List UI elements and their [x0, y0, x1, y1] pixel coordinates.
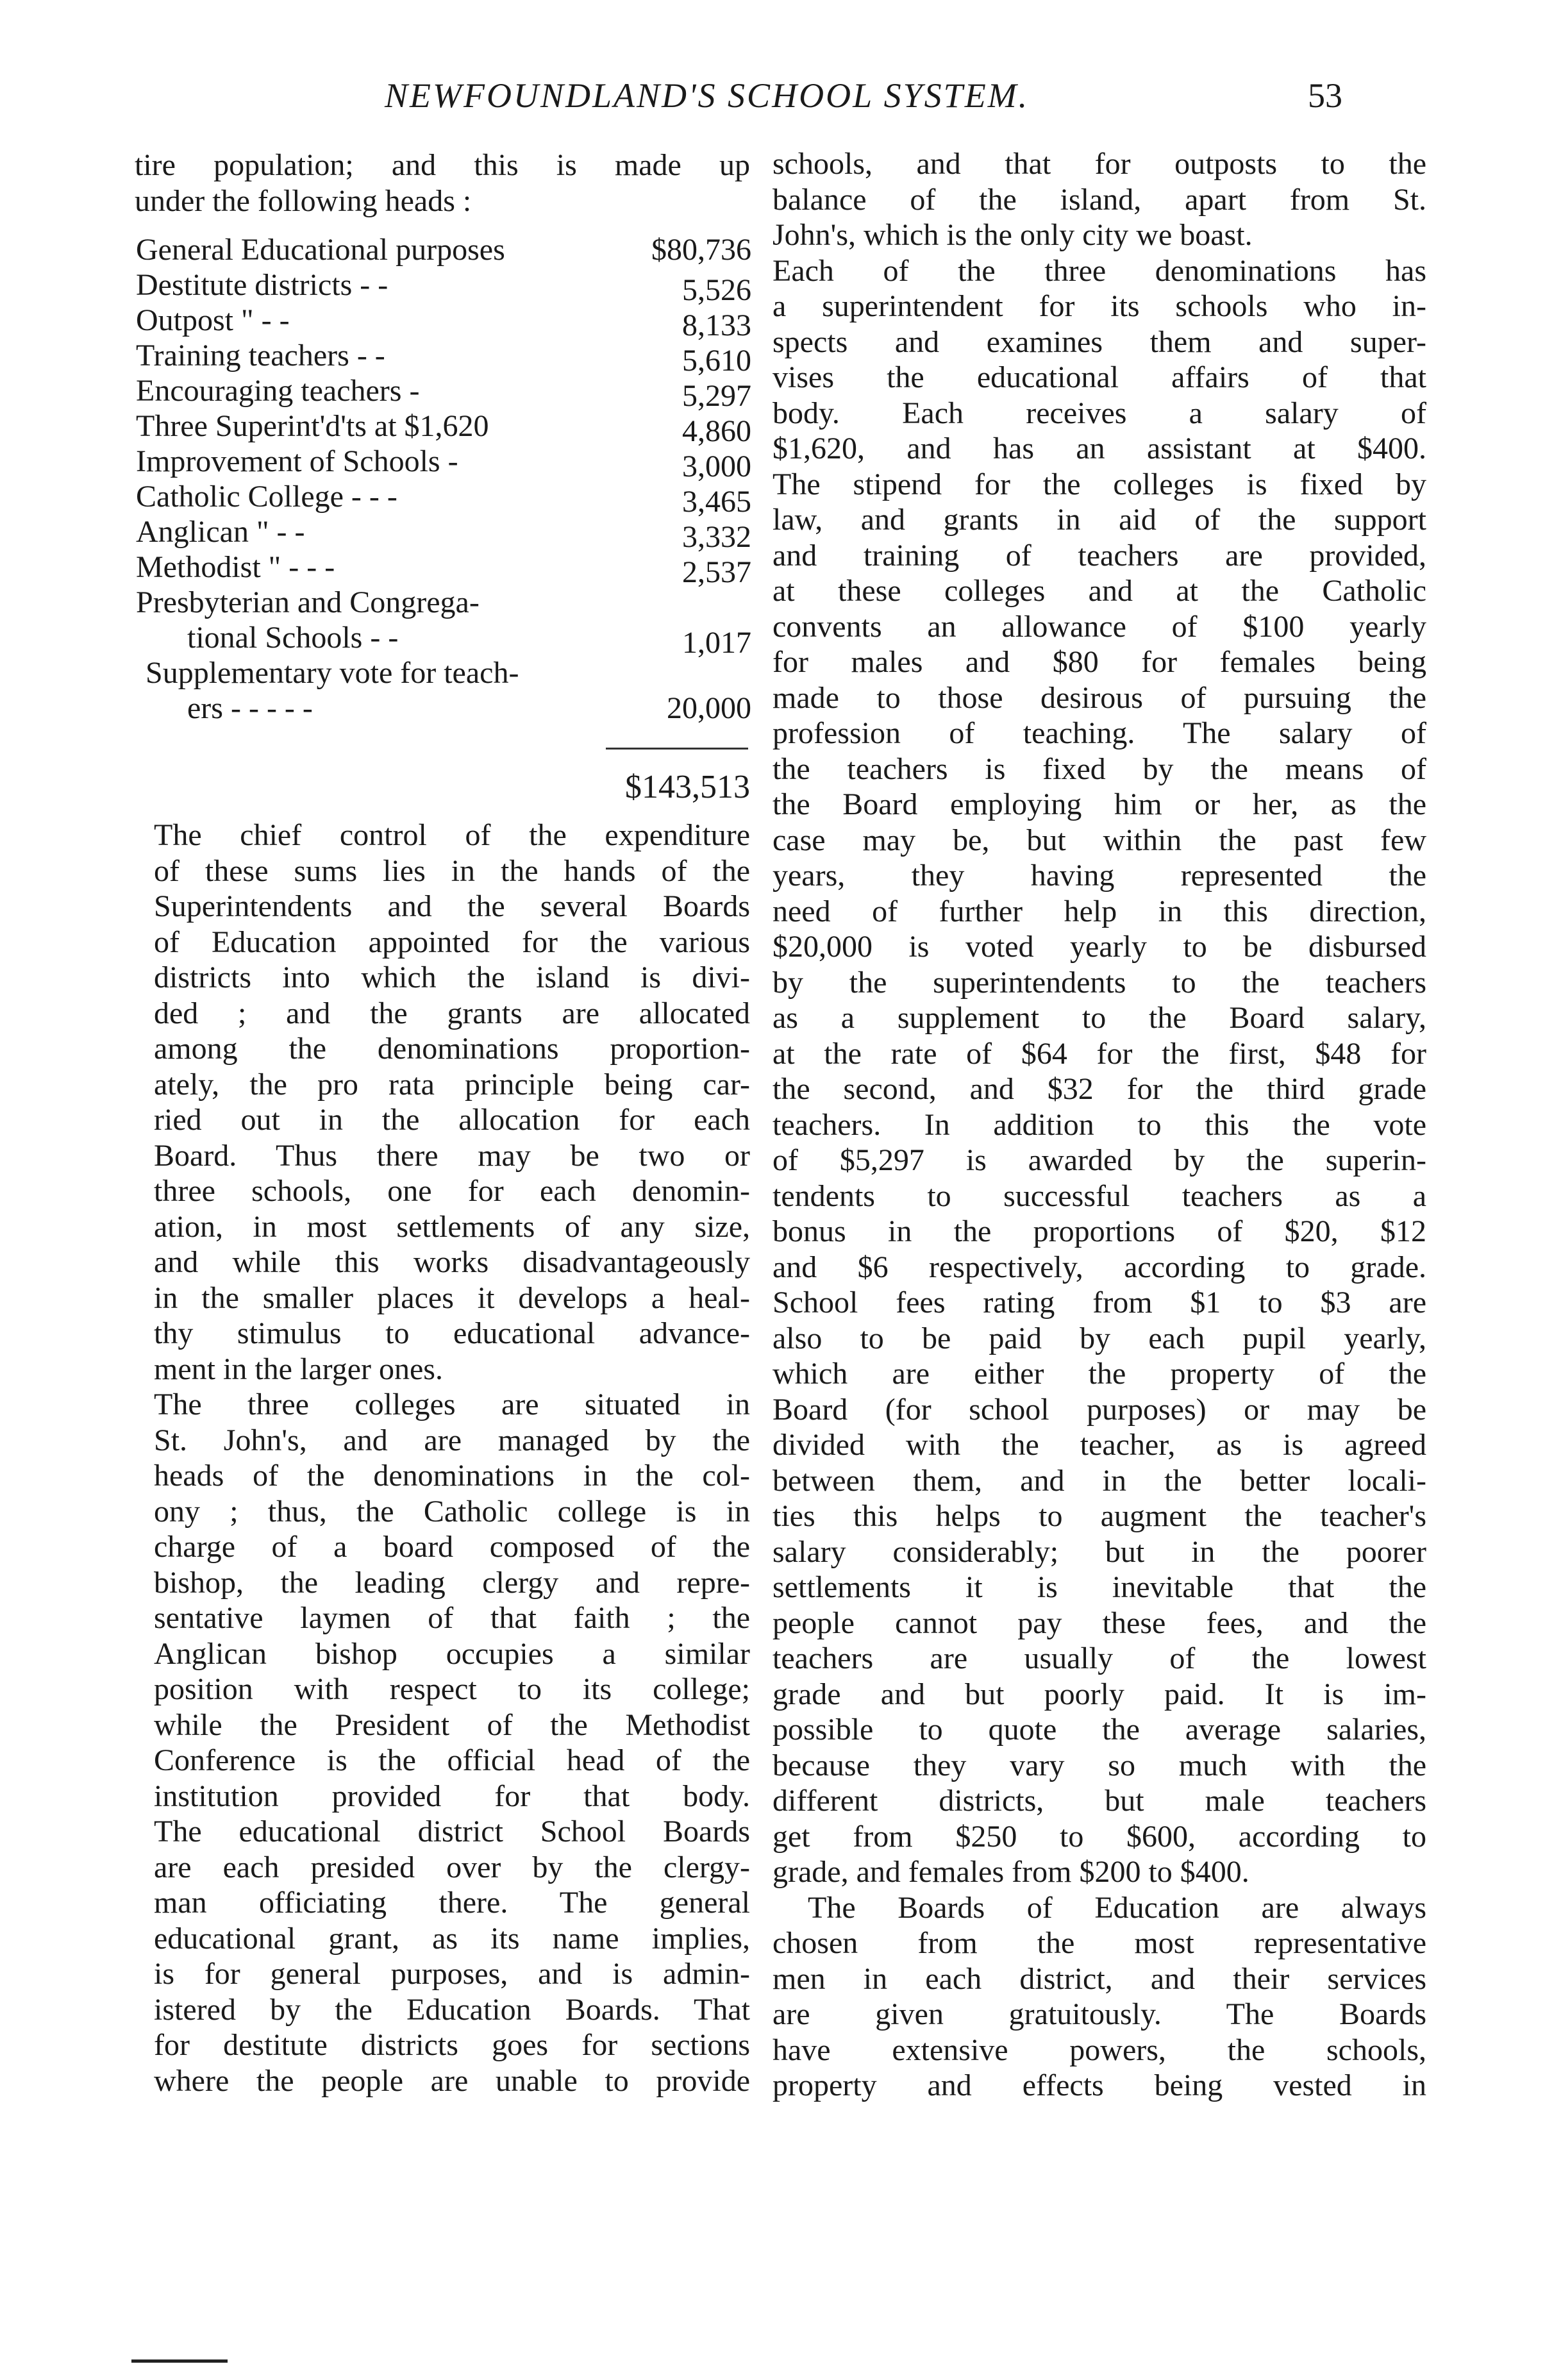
text-line: The three colleges are situated in [154, 1387, 750, 1421]
left-intro [135, 147, 750, 219]
text-line: of these sums lies in the hands of the [154, 853, 750, 888]
text-line: at the rate of $64 for the first, $48 for [773, 1036, 1426, 1071]
text-line: ation, in most settlements of any size, [154, 1209, 750, 1244]
text-line: law, and grants in aid of the support [773, 503, 1426, 537]
row-label: Presbyterian and Congrega- [136, 585, 480, 619]
row-amount: 5,610 [682, 344, 751, 378]
expenditure-total: $143,513 [625, 769, 750, 805]
text-line: need of further help in this direction, [773, 894, 1426, 928]
row-label: Supplementary vote for teach- [146, 656, 519, 690]
row-amount: 4,860 [682, 414, 751, 448]
text-line: thy stimulus to educational advance- [154, 1316, 750, 1350]
text-line: charge of a board composed of the [154, 1530, 750, 1564]
text-line: are given gratuitously. The Boards [773, 1997, 1426, 2031]
text-line: get from $250 to $600, according to [773, 1819, 1426, 1854]
text-line: are each presided over by the clergy- [154, 1850, 750, 1884]
row-amount: 20,000 [667, 691, 751, 725]
row-amount: 1,017 [682, 626, 751, 660]
text-line: sentative laymen of that faith ; the [154, 1601, 750, 1635]
text-line: tendents to successful teachers as a [773, 1178, 1426, 1213]
text-line: spects and examines them and super- [773, 324, 1426, 359]
text-line: among the denominations proportion- [154, 1032, 750, 1066]
row-label: Training teachers - - [136, 339, 385, 373]
text-line: $1,620, and has an assistant at $400. [773, 432, 1426, 465]
text-line: property and effects being vested in [773, 2068, 1426, 2102]
text-line: ded ; and the grants are allocated [154, 996, 750, 1030]
table-row [136, 373, 751, 413]
text-line: districts into which the island is divi- [154, 960, 750, 994]
text-line: different districts, but male teachers [773, 1784, 1426, 1818]
text-line: by the superintendents to the teachers [773, 965, 1426, 1000]
text-line: of Education appointed for the various [154, 925, 750, 959]
text-line: teachers are usually of the lowest [773, 1641, 1426, 1675]
running-title: NEWFOUNDLAND'S SCHOOL SYSTEM. [385, 76, 1030, 115]
text-line: possible to quote the average salaries, [773, 1713, 1426, 1747]
text-line: Board (for school purposes) or may be [773, 1392, 1426, 1427]
right-column-body [773, 146, 1426, 2104]
table-row [136, 691, 751, 726]
row-label: Encouraging teachers - [136, 374, 420, 408]
text-line: under the following heads : [135, 183, 472, 218]
text-line: bonus in the proportions of $20, $12 [773, 1214, 1426, 1248]
text-line: between them, and in the better locali- [773, 1463, 1426, 1498]
text-line: heads of the denominations in the col- [154, 1459, 750, 1493]
text-line: while the President of the Methodist [154, 1707, 750, 1742]
text-line: John's, which is the only city we boast. [773, 218, 1253, 252]
table-row [136, 585, 751, 620]
text-line: chosen from the most representative [773, 1926, 1426, 1960]
row-label: ers - - - - - [187, 691, 313, 725]
text-line: because they vary so much with the [773, 1748, 1426, 1782]
row-amount: 8,133 [682, 308, 751, 342]
row-label: General Educational purposes [136, 233, 505, 267]
text-line: and $6 respectively, according to grade. [773, 1250, 1426, 1284]
left-column-body [154, 817, 750, 2099]
text-line: of $5,297 is awarded by the superin- [773, 1143, 1426, 1177]
text-line: grade, and females from $200 to $400. [773, 1855, 1249, 1889]
table-row [136, 232, 751, 267]
table-row [136, 303, 751, 342]
text-line: have extensive powers, the schools, [773, 2032, 1426, 2067]
text-line: grade and but poorly paid. It is im- [773, 1677, 1426, 1711]
text-line: tire population; and this is made up [135, 148, 750, 182]
table-row [136, 549, 751, 589]
row-amount: 3,332 [682, 520, 751, 554]
table-row [136, 514, 751, 554]
row-label: Improvement of Schools - [136, 444, 458, 478]
footer-rule [131, 2359, 228, 2363]
text-line: ment in the larger ones. [154, 1352, 443, 1386]
expenditure-table [136, 232, 751, 726]
text-line: vises the educational affairs of that [773, 360, 1426, 394]
text-line: a superintendent for its schools who in- [773, 289, 1426, 323]
row-amount: $80,736 [651, 233, 751, 267]
text-line: case may be, but within the past few [773, 823, 1426, 857]
row-label: Catholic College - - - [136, 480, 397, 514]
text-line: which are either the property of the [773, 1357, 1426, 1391]
text-line: where the people are unable to provide [154, 2063, 750, 2098]
total-rule [606, 748, 748, 750]
text-line: at these colleges and at the Catholic [773, 574, 1426, 608]
text-line: ties this helps to augment the teacher's [773, 1499, 1426, 1533]
row-amount: 3,465 [682, 485, 751, 519]
table-row [136, 338, 751, 378]
text-line: is for general purposes, and is admin- [154, 1957, 750, 1991]
row-amount: 3,000 [682, 449, 751, 483]
text-line: balance of the island, apart from St. [773, 182, 1426, 217]
row-amount: 5,526 [682, 273, 751, 307]
text-line: man officiating there. The general [154, 1886, 750, 1920]
text-line: the second, and $32 for the third grade [773, 1072, 1426, 1106]
table-row [136, 620, 751, 660]
text-line: Conference is the official head of the [154, 1743, 750, 1777]
text-line: The chief control of the expenditure [154, 818, 750, 852]
text-line: for destitute districts goes for sections [154, 2028, 750, 2062]
text-line: institution provided for that body. [154, 1779, 750, 1813]
text-line: convents an allowance of $100 yearly [773, 609, 1426, 644]
text-line: Anglican bishop occupies a similar [154, 1636, 750, 1671]
text-line: teachers. In addition to this the vote [773, 1107, 1426, 1142]
text-line: profession of teaching. The salary of [773, 716, 1426, 750]
text-line: Each of the three denominations has [773, 253, 1426, 288]
text-line: the teachers is fixed by the means of [773, 751, 1426, 786]
row-label: Outpost " - - [136, 303, 290, 337]
text-line: made to those desirous of pursuing the [773, 680, 1426, 715]
text-line: St. John's, and are managed by the [154, 1423, 750, 1457]
text-line: bishop, the leading clergy and repre- [154, 1565, 750, 1600]
text-line: as a supplement to the Board salary, [773, 1001, 1426, 1035]
page-number: 53 [1308, 76, 1342, 115]
text-line: The Boards of Education are always [808, 1890, 1426, 1925]
text-line: and training of teachers are provided, [773, 538, 1426, 573]
text-line: men in each district, and their services [773, 1961, 1426, 1996]
text-line: Superintendents and the several Boards [154, 889, 750, 923]
row-label: tional Schools - - [187, 621, 399, 655]
text-line: The stipend for the colleges is fixed by [773, 467, 1426, 501]
text-line: the Board employing him or her, as the [773, 787, 1426, 821]
table-row [136, 267, 751, 307]
text-line: ony ; thus, the Catholic college is in [154, 1494, 750, 1529]
text-line: years, they having represented the [773, 859, 1426, 892]
text-line: for males and $80 for females being [773, 645, 1426, 679]
text-line: and while this works disadvantageously [154, 1245, 750, 1279]
row-label: Anglican " - - [136, 515, 305, 549]
row-label: Three Superint'd'ts at $1,620 [136, 409, 489, 443]
text-line: salary considerably; but in the poorer [773, 1534, 1426, 1569]
text-line: Board. Thus there may be two or [154, 1138, 750, 1173]
table-row [136, 408, 751, 448]
text-line: settlements it is inevitable that the [773, 1570, 1426, 1604]
text-line: School fees rating from $1 to $3 are [773, 1286, 1426, 1320]
row-label: Methodist " - - - [136, 550, 335, 584]
row-amount: 5,297 [682, 379, 751, 413]
table-row [136, 444, 751, 483]
text-line: in the smaller places it develops a heal- [154, 1280, 750, 1315]
text-line: three schools, one for each denomin- [154, 1174, 750, 1208]
row-amount: 2,537 [682, 555, 751, 589]
text-line: divided with the teacher, as is agreed [773, 1428, 1426, 1462]
table-row [136, 655, 751, 691]
text-line: $20,000 is voted yearly to be disbursed [773, 930, 1426, 964]
text-line: body. Each receives a salary of [773, 396, 1426, 430]
text-line: position with respect to its college; [154, 1672, 750, 1706]
text-line: people cannot pay these fees, and the [773, 1605, 1426, 1640]
row-label: Destitute districts - - [136, 268, 388, 302]
text-line: also to be paid by each pupil yearly, [773, 1321, 1426, 1355]
text-line: educational grant, as its name implies, [154, 1921, 750, 1956]
text-line: ried out in the allocation for each [154, 1103, 750, 1137]
table-row [136, 479, 751, 519]
text-line: schools, and that for outposts to the [773, 147, 1426, 181]
text-line: The educational district School Boards [154, 1814, 750, 1848]
text-line: istered by the Education Boards. That [154, 1992, 750, 2027]
text-line: ately, the pro rata principle being car- [154, 1067, 750, 1102]
